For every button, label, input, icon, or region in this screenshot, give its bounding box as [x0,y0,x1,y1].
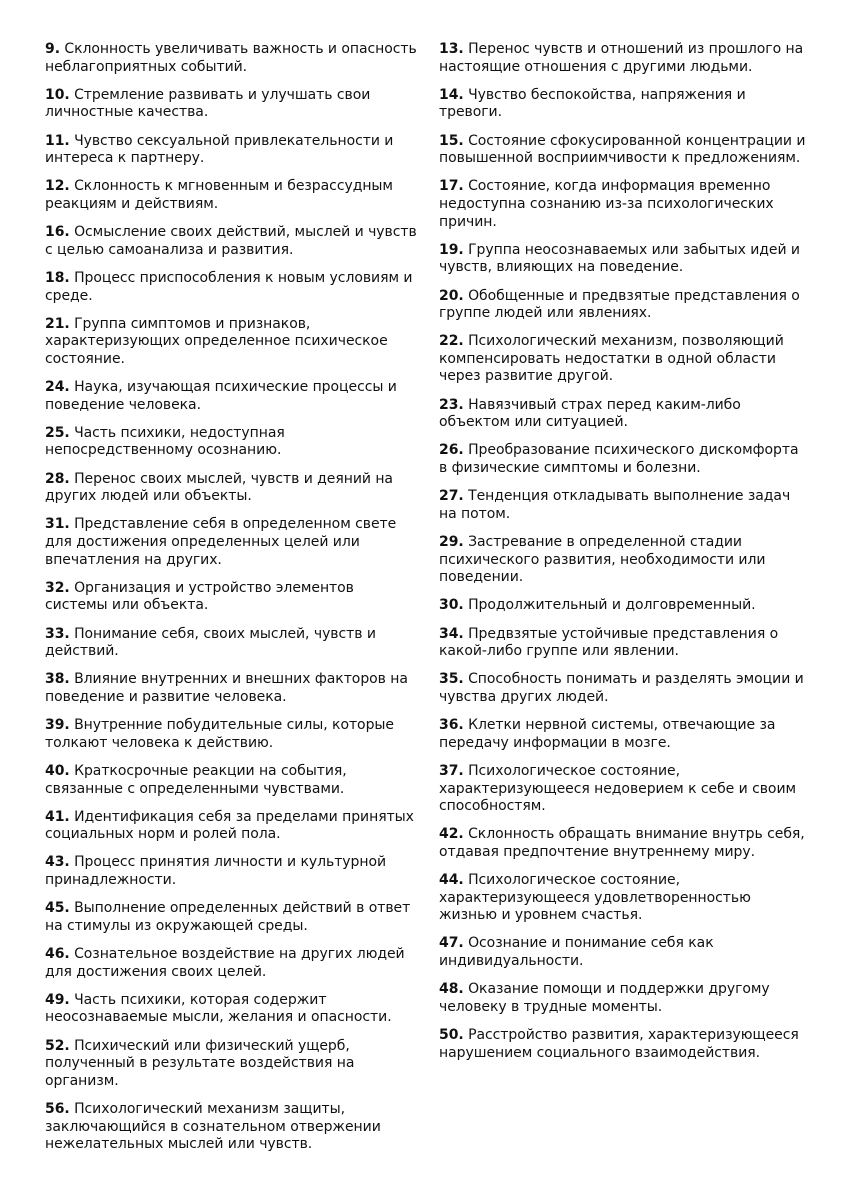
clue-text: Осознание и понимание себя как индивидуальности. [439,935,714,970]
clue-text: Продолжительный и долговременный. [468,597,756,614]
clue-number: 23. [439,396,464,413]
clue-text: Застревание в определенной стадии психического развития, необходимости или поведении. [439,534,766,586]
clue-text: Клетки нервной системы, отвечающие за передачу информации в мозге. [439,717,776,751]
clue-number: 25. [45,424,70,441]
clue-item [439,333,809,386]
clue-item [439,671,809,706]
clue-item [439,597,809,615]
clue-text: Психологический механизм, позволяющий компенсировать недостатки в одной области через развитие другой. [439,333,784,385]
clue-item [45,717,417,752]
clue-text: Психический или физический ущерб, полученный в результате воздействия на организм. [45,1037,355,1089]
clue-number: 34. [439,625,464,642]
clue-text: Психологическое состояние, характеризующееся удовлетворенностью жизнью и уровнем счастья. [439,872,751,924]
clue-text: Психологический механизм защиты, заключающийся в сознательном отвержении нежелательных мыслей или чувств. [45,1100,381,1153]
clue-text: Понимание себя, своих мыслей, чувств и действий. [45,625,376,660]
clue-text: Преобразование психического дискомфорта в физические симптомы и болезни. [439,442,799,477]
clue-number: 49. [45,991,70,1008]
clue-number: 56. [45,1100,70,1117]
clue-text: Оказание помощи и поддержки другому человеку в трудные моменты. [439,981,770,1015]
clue-item [45,379,417,414]
clue-item [439,763,809,816]
clue-item [45,516,417,569]
clue-text: Группа неосознаваемых или забытых идей и чувств, влияющих на поведение. [439,241,800,276]
clue-item [45,133,417,168]
clue-number: 18. [45,269,70,286]
clue-number: 13. [439,41,464,57]
clue-number: 46. [45,946,70,963]
clue-item [439,242,809,277]
clue-item [45,1038,417,1091]
clue-number: 27. [439,488,464,505]
clue-text: Наука, изучающая психические процессы и поведение человека. [45,379,397,413]
clue-number: 48. [439,981,464,998]
clue-text: Организация и устройство элементов системы или объекта. [45,579,354,614]
clue-number: 21. [45,315,70,332]
clue-item [45,671,417,706]
clue-number: 17. [439,178,464,195]
clue-number: 29. [439,534,464,550]
clue-text: Представление себя в определенном свете для достижения определенных целей или впечатления на других. [45,516,397,568]
clue-item [45,900,417,935]
clue-item [439,178,809,231]
clue-item [45,854,417,889]
clue-text: Сознательное воздействие на других людей для достижения своих целей. [45,946,405,980]
clue-number: 33. [45,625,70,642]
clue-text: Часть психики, недоступная непосредственному осознанию. [45,424,285,459]
clue-number: 26. [439,442,464,459]
clue-item [45,87,417,122]
clue-number: 10. [45,86,70,103]
clue-number: 24. [45,379,70,396]
clue-number: 52. [45,1037,70,1054]
clue-text: Перенос своих мыслей, чувств и деяний на других людей или объекты. [45,470,393,505]
clue-text: Навязчивый страх перед каким-либо объектом или ситуацией. [439,396,741,431]
clue-text: Влияние внутренних и внешних факторов на поведение и развитие человека. [45,671,408,705]
clue-number: 43. [45,854,70,871]
clue-number: 22. [439,333,464,350]
clue-number: 12. [45,178,70,195]
clue-text: Стремление развивать и улучшать свои личностные качества. [45,86,371,121]
clue-item [45,471,417,506]
clue-item [45,946,417,981]
clue-text: Склонность обращать внимание внутрь себя, отдавая предпочтение внутреннему миру. [439,826,805,860]
clue-number: 47. [439,935,464,952]
clue-item [439,935,809,970]
clue-text: Тенденция откладывать выполнение задач на потом. [439,488,791,522]
clue-item [45,425,417,460]
clue-item [45,316,417,369]
clue-text: Осмысление своих действий, мыслей и чувств с целью самоанализа и развития. [45,224,417,258]
clue-item [439,133,809,168]
clue-item [439,717,809,752]
clue-item [45,580,417,615]
clue-text: Внутренние побудительные силы, которые толкают человека к действию. [45,717,394,751]
clue-item [45,224,417,259]
clue-item [45,763,417,798]
clue-text: Выполнение определенных действий в ответ на стимулы из окружающей среды. [45,900,411,934]
clue-number: 41. [45,808,70,825]
clue-item [439,442,809,477]
clue-number: 45. [45,900,70,917]
clue-text: Склонность к мгновенным и безрассудным реакциям и действиям. [45,178,393,212]
clue-text: Предвзятые устойчивые представления о какой-либо группе или явлении. [439,625,779,660]
clue-number: 39. [45,717,70,734]
clue-number: 42. [439,826,464,843]
clue-text: Перенос чувств и отношений из прошлого на настоящие отношения с другими людьми. [439,41,804,75]
clue-item [45,809,417,844]
clue-item [439,981,809,1016]
clue-item [439,626,809,661]
clue-text: Склонность увеличивать важность и опасность неблагоприятных событий. [45,41,417,75]
clue-text: Краткосрочные реакции на события, связанные с определенными чувствами. [45,762,347,797]
clue-item [439,288,809,323]
clue-number: 40. [45,762,70,779]
right-clue-column [439,41,809,1073]
clue-item [439,534,809,587]
clue-text: Процесс приспособления к новым условиям и среде. [45,269,413,304]
clue-item [439,87,809,122]
clue-text: Расстройство развития, характеризующееся нарушением социального взаимодействия. [439,1027,799,1061]
clue-item [45,992,417,1027]
clue-number: 28. [45,470,70,487]
clue-number: 15. [439,132,464,149]
clue-number: 31. [45,516,70,533]
clue-number: 38. [45,671,70,688]
clue-text: Часть психики, которая содержит неосознаваемые мысли, желания и опасности. [45,991,392,1026]
clue-text: Группа симптомов и признаков, характеризующих определенное психическое состояние. [45,315,388,367]
clue-item [45,626,417,661]
clue-text: Состояние, когда информация временно недоступна сознанию из-за психологических причин. [439,178,774,230]
clue-item [439,41,809,76]
clue-text: Чувство беспокойства, напряжения и тревоги. [439,86,746,121]
clue-item [439,1027,809,1062]
clue-text: Чувство сексуальной привлекательности и интереса к партнеру. [45,132,394,167]
clue-number: 14. [439,86,464,103]
clue-item [45,1101,417,1154]
clue-number: 36. [439,717,464,734]
clue-number: 32. [45,579,70,596]
left-clue-column [45,41,417,1164]
clue-text: Состояние сфокусированной концентрации и повышенной восприимчивости к предложениям. [439,132,806,167]
clue-item [45,178,417,213]
clue-item [439,488,809,523]
clue-number: 9. [45,41,60,57]
clue-text: Идентификация себя за пределами принятых социальных норм и ролей пола. [45,808,414,843]
clue-number: 16. [45,224,70,241]
clue-text: Обобщенные и предвзятые представления о группе людей или явлениях. [439,287,800,322]
clue-text: Способность понимать и разделять эмоции и чувства других людей. [439,671,804,705]
clue-number: 20. [439,287,464,304]
clue-number: 50. [439,1027,464,1043]
clue-item [439,826,809,861]
clue-item [439,397,809,432]
clue-number: 37. [439,762,464,779]
clue-text: Процесс принятия личности и культурной принадлежности. [45,854,387,889]
clue-number: 19. [439,241,464,258]
clue-item [45,270,417,305]
clue-number: 35. [439,671,464,688]
clue-number: 44. [439,872,464,889]
clue-item [439,872,809,925]
clue-text: Психологическое состояние, характеризующееся недоверием к себе и своим способностям. [439,762,797,815]
clue-number: 11. [45,132,70,149]
clue-item [45,41,417,76]
clue-number: 30. [439,597,464,614]
